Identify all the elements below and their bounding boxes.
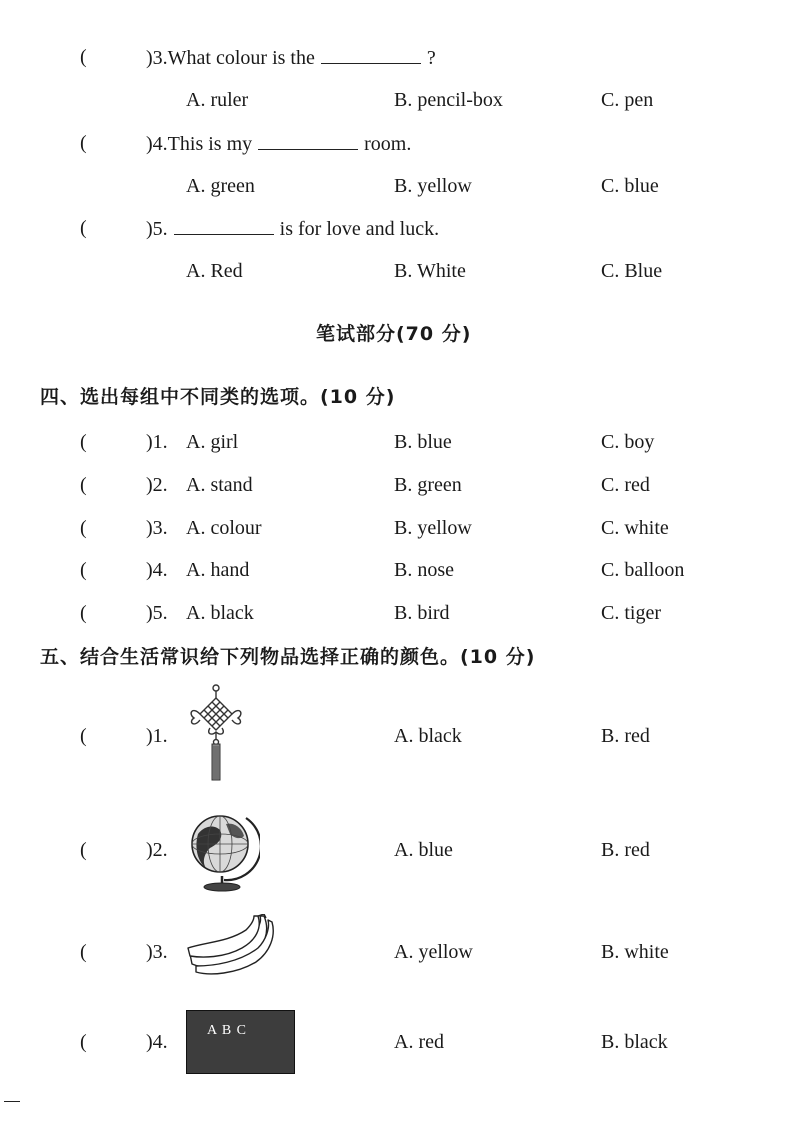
globe-icon bbox=[184, 804, 260, 892]
question-number: )4. bbox=[146, 1031, 168, 1053]
option-a: A. ruler bbox=[186, 89, 249, 111]
option-c: C. blue bbox=[601, 175, 659, 197]
stem-text-end: is for love and luck. bbox=[279, 218, 440, 240]
stem-text-end: room. bbox=[364, 133, 412, 155]
option-b: B. yellow bbox=[394, 517, 472, 539]
section-5-title: 五、结合生活常识给下列物品选择正确的颜色。(10 分) bbox=[40, 646, 536, 668]
question-stem bbox=[146, 216, 439, 241]
option-a: A. yellow bbox=[394, 941, 473, 963]
answer-paren: ( bbox=[80, 132, 87, 154]
question-number: )2. bbox=[146, 474, 168, 496]
question-number: )4. bbox=[146, 559, 168, 581]
question-number: )1. bbox=[146, 431, 168, 453]
option-b: B. blue bbox=[394, 431, 452, 453]
option-b: B. bird bbox=[394, 602, 450, 624]
option-c: C. Blue bbox=[601, 260, 663, 282]
fill-blank bbox=[258, 131, 358, 150]
question-stem bbox=[146, 45, 436, 70]
option-a: A. black bbox=[394, 725, 462, 747]
option-c: C. boy bbox=[601, 431, 655, 453]
option-b: B. green bbox=[394, 474, 462, 496]
option-b: B. yellow bbox=[394, 175, 472, 197]
answer-paren: ( bbox=[80, 559, 87, 581]
option-a: A. Red bbox=[186, 260, 243, 282]
blackboard-text: A B C bbox=[207, 1023, 248, 1038]
answer-paren: ( bbox=[80, 517, 87, 539]
option-c: C. tiger bbox=[601, 602, 661, 624]
page-edge-mark bbox=[4, 1101, 20, 1102]
option-c: C. white bbox=[601, 517, 669, 539]
option-c: C. balloon bbox=[601, 559, 685, 581]
stem-text-end: ? bbox=[426, 47, 436, 69]
option-a: A. stand bbox=[186, 474, 253, 496]
section-4-title: 四、选出每组中不同类的选项。(10 分) bbox=[40, 386, 396, 408]
answer-paren: ( bbox=[80, 602, 87, 624]
question-stem bbox=[146, 131, 411, 156]
bananas-icon bbox=[184, 914, 276, 978]
option-b: B. black bbox=[601, 1031, 668, 1053]
question-number: )5. bbox=[146, 218, 168, 240]
option-b: B. nose bbox=[394, 559, 454, 581]
blackboard-icon bbox=[186, 1010, 295, 1074]
answer-paren: ( bbox=[80, 1031, 87, 1053]
option-a: A. red bbox=[394, 1031, 444, 1053]
answer-paren: ( bbox=[80, 431, 87, 453]
option-c: C. pen bbox=[601, 89, 654, 111]
question-number: )4. bbox=[146, 133, 168, 155]
fill-blank bbox=[174, 216, 274, 235]
answer-paren: ( bbox=[80, 217, 87, 239]
chinese-knot-icon bbox=[186, 684, 246, 782]
option-b: B. White bbox=[394, 260, 466, 282]
option-b: B. white bbox=[601, 941, 669, 963]
question-number: )3. bbox=[146, 517, 168, 539]
fill-blank bbox=[321, 45, 421, 64]
option-b: B. red bbox=[601, 839, 650, 861]
option-a: A. colour bbox=[186, 517, 262, 539]
question-number: )2. bbox=[146, 839, 168, 861]
stem-text: This is my bbox=[167, 133, 253, 155]
answer-paren: ( bbox=[80, 474, 87, 496]
option-a: A. black bbox=[186, 602, 254, 624]
question-number: )3. bbox=[146, 47, 168, 69]
answer-paren: ( bbox=[80, 46, 87, 68]
option-a: A. green bbox=[186, 175, 255, 197]
question-number: )1. bbox=[146, 725, 168, 747]
option-b: B. pencil-box bbox=[394, 89, 503, 111]
answer-paren: ( bbox=[80, 725, 87, 747]
answer-paren: ( bbox=[80, 941, 87, 963]
written-part-title: 笔试部分(70 分) bbox=[316, 323, 472, 345]
stem-text: What colour is the bbox=[167, 47, 315, 69]
option-a: A. hand bbox=[186, 559, 250, 581]
option-a: A. blue bbox=[394, 839, 453, 861]
option-c: C. red bbox=[601, 474, 650, 496]
question-number: )5. bbox=[146, 602, 168, 624]
question-number: )3. bbox=[146, 941, 168, 963]
option-a: A. girl bbox=[186, 431, 239, 453]
answer-paren: ( bbox=[80, 839, 87, 861]
option-b: B. red bbox=[601, 725, 650, 747]
